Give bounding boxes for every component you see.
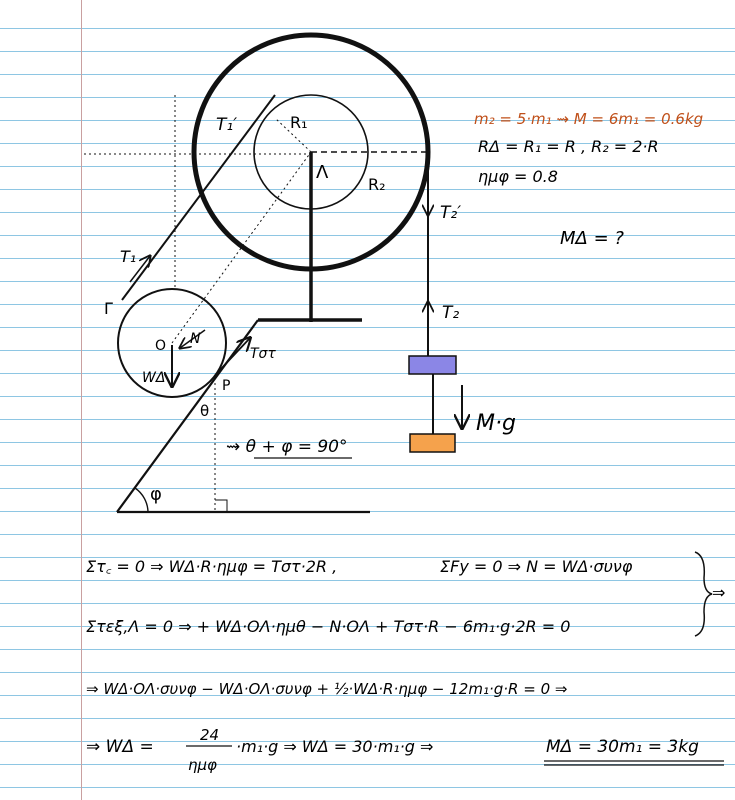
label-T1-prime: T₁′ (216, 115, 238, 135)
given-mass-relation: m₂ = 5·m₁ ⇝ M = 6m₁ = 0.6kg (474, 110, 704, 128)
equation-line-1b: ΣFy = 0 ⇒ N = WΔ·συνφ (440, 557, 633, 576)
equation-line-2: Στεξ,Λ = 0 ⇒ + WΔ·OΛ·ημθ − N·OΛ + Tστ·R − 6m₁·g·2R = 0 (86, 617, 571, 636)
label-theta: θ (200, 402, 210, 420)
incline-surface (117, 320, 258, 512)
label-Mg: M·g (476, 411, 516, 436)
upper-block (409, 356, 456, 374)
lower-block (410, 434, 455, 452)
label-T2-prime: T₂′ (440, 203, 462, 223)
unknown-mass: MΔ = ? (560, 228, 624, 249)
label-gamma: Γ (104, 299, 113, 318)
label-Tst: Tστ (250, 346, 276, 362)
label-phi: φ (150, 484, 162, 505)
label-N: N (190, 331, 201, 347)
label-O: O (155, 338, 167, 354)
equation-line-4-denominator: ημφ (188, 756, 217, 774)
given-sine: ημφ = 0.8 (478, 167, 558, 186)
equation-line-3: ⇒ WΔ·OΛ·συνφ − WΔ·OΛ·συνφ + ½·WΔ·R·ημφ − 12m₁·g·R = 0 ⇒ (86, 680, 568, 698)
label-T1: T₁ (120, 247, 137, 266)
equation-line-4-start: ⇒ WΔ = (86, 737, 154, 757)
label-P: P (222, 378, 231, 394)
label-R2: R₂ (368, 175, 386, 194)
system-brace (695, 552, 712, 636)
equation-line-1a: Στ꜀ = 0 ⇒ WΔ·R·ημφ = Tστ·2R , (86, 557, 338, 576)
phi-angle-arc (135, 488, 148, 512)
right-angle-mark (215, 500, 227, 512)
label-lambda: Λ (316, 162, 329, 183)
system-arrow: ⇒ (712, 583, 726, 602)
label-R1: R₁ (290, 113, 308, 132)
label-W-delta: WΔ (142, 370, 166, 386)
final-result: MΔ = 30m₁ = 3kg (546, 737, 699, 757)
friction-arrow (218, 338, 250, 372)
equation-line-4-middle: ·m₁·g ⇒ WΔ = 30·m₁·g ⇒ (236, 737, 434, 756)
angle-relation: ⇝ θ + φ = 90° (226, 437, 348, 457)
label-T2: T₂ (442, 303, 460, 323)
equation-line-4-numerator: 24 (200, 726, 220, 744)
given-radii: RΔ = R₁ = R , R₂ = 2·R (478, 137, 659, 156)
